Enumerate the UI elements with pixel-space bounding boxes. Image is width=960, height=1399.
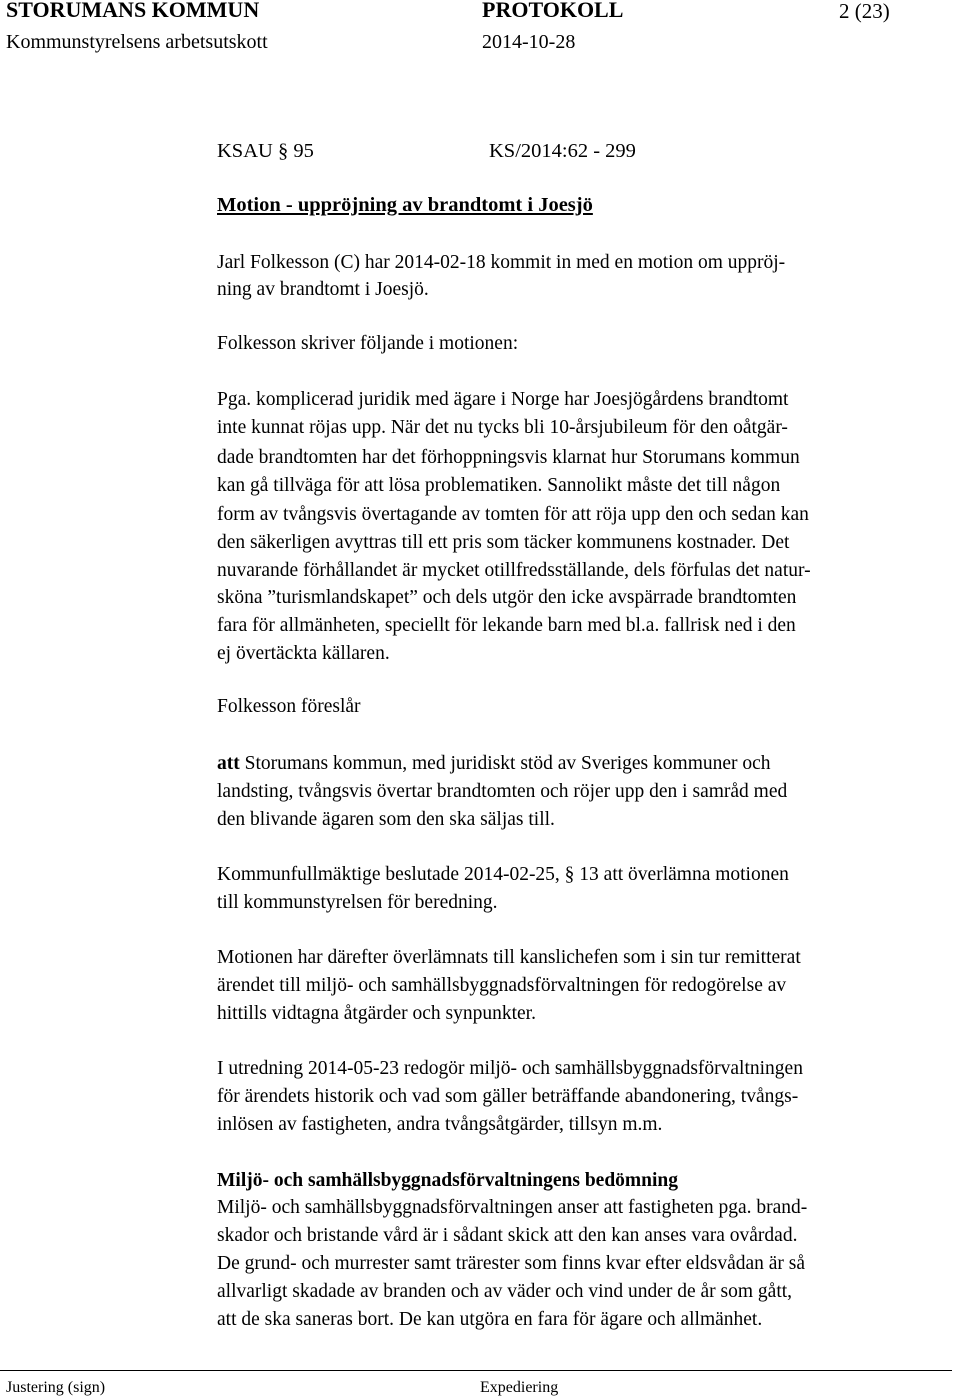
quote-line: Pga. komplicerad juridik med ägare i Norge har Joesjögårdens brandtomt <box>217 389 789 410</box>
assessment-line: De grund- och murrester samt trärester som finns kvar efter eldsvådan är så <box>217 1253 806 1274</box>
footer-divider <box>0 1370 952 1371</box>
assessment-line: skador och bristande vård är i sådant skick att den kan anses vara ovårdad. <box>217 1225 798 1246</box>
quote-line: kan gå tillväga för att lösa problematiken. Sannolikt måste det till någon <box>217 475 781 496</box>
section-symbol: § <box>277 140 289 162</box>
quote-line: ej övertäckta källaren. <box>217 643 390 664</box>
assessment-line: att de ska saneras bort. De kan utgöra en fara för ägare och allmänhet. <box>217 1309 763 1330</box>
quote-line: den säkerligen avyttras till ett pris som täcker kommunens kostnader. Det <box>217 532 790 553</box>
referral-line: hittills vidtagna åtgärder och synpunkter. <box>217 1003 536 1024</box>
case-title: Motion - uppröjning av brandtomt i Joesjö <box>217 194 593 216</box>
case-reference: KS/2014:62 - 299 <box>489 140 636 162</box>
meeting-date: 2014-10-28 <box>482 31 576 53</box>
proposal-line: den blivande ägaren som den ska säljas till. <box>217 809 555 830</box>
referral-line: ärendet till miljö- och samhällsbyggnadsförvaltningen för redogörelse av <box>217 975 787 996</box>
assessment-heading: Miljö- och samhällsbyggnadsförvaltningens bedömning <box>217 1170 679 1191</box>
assessment-line: allvarligt skadade av branden och av väder och vind under de år som gått, <box>217 1281 793 1302</box>
investigation-line: I utredning 2014-05-23 redogör miljö- och samhällsbyggnadsförvaltningen <box>217 1058 803 1079</box>
case-prefix: KSAU <box>217 140 273 162</box>
page-number: 2 (23) <box>839 0 890 23</box>
assessment-line: Miljö- och samhällsbyggnadsförvaltningen anser att fastigheten pga. brand- <box>217 1197 808 1218</box>
quote-line: sköna ”turismlandskapet” och dels utgör den icke avspärrade brandtomten <box>217 587 797 608</box>
case-number <box>217 138 314 165</box>
intro-line: Jarl Folkesson (C) har 2014-02-18 kommit in med en motion om uppröj- <box>217 252 786 273</box>
proposal-line <box>217 750 771 777</box>
document-type: PROTOKOLL <box>482 0 624 22</box>
quote-line: form av tvångsvis övertagande av tomten för att röja upp den och sedan kan <box>217 504 809 525</box>
proposal-text: Storumans kommun, med juridiskt stöd av Sveriges kommuner och <box>239 753 771 774</box>
quote-line: dade brandtomten har det förhoppningsvis klarnat hur Storumans kommun <box>217 447 800 468</box>
council-decision-line: till kommunstyrelsen för beredning. <box>217 892 498 913</box>
proposes-line: Folkesson föreslår <box>217 696 361 717</box>
intro-line: ning av brandtomt i Joesjö. <box>217 279 429 300</box>
quote-line: inte kunnat röjas upp. När det nu tycks bli 10-årsjubileum för den oåtgär- <box>217 417 788 438</box>
referral-line: Motionen har därefter överlämnats till kanslichefen som i sin tur remitterat <box>217 947 801 968</box>
municipality-name: STORUMANS KOMMUN <box>6 0 260 22</box>
writes-line: Folkesson skriver följande i motionen: <box>217 333 519 354</box>
att-keyword: att <box>217 753 240 774</box>
proposal-line: landsting, tvångsvis övertar brandtomten och röjer upp den i samråd med <box>217 781 788 802</box>
justering-label: Justering (sign) <box>6 1379 106 1396</box>
expediering-label: Expediering <box>480 1379 559 1396</box>
committee-name: Kommunstyrelsens arbetsutskott <box>6 31 268 53</box>
investigation-line: inlösen av fastigheten, andra tvångsåtgärder, tillsyn m.m. <box>217 1114 663 1135</box>
quote-line: fara för allmänheten, speciellt för lekande barn med bl.a. fallrisk ned i den <box>217 615 796 636</box>
council-decision-line: Kommunfullmäktige beslutade 2014-02-25, § 13 att överlämna motionen <box>217 864 789 885</box>
quote-line: nuvarande förhållandet är mycket otillfredsställande, dels förfulas det natur- <box>217 560 811 581</box>
investigation-line: för ärendets historik och vad som gäller beträffande abandonering, tvångs- <box>217 1086 799 1107</box>
case-section-number: 95 <box>293 140 314 162</box>
